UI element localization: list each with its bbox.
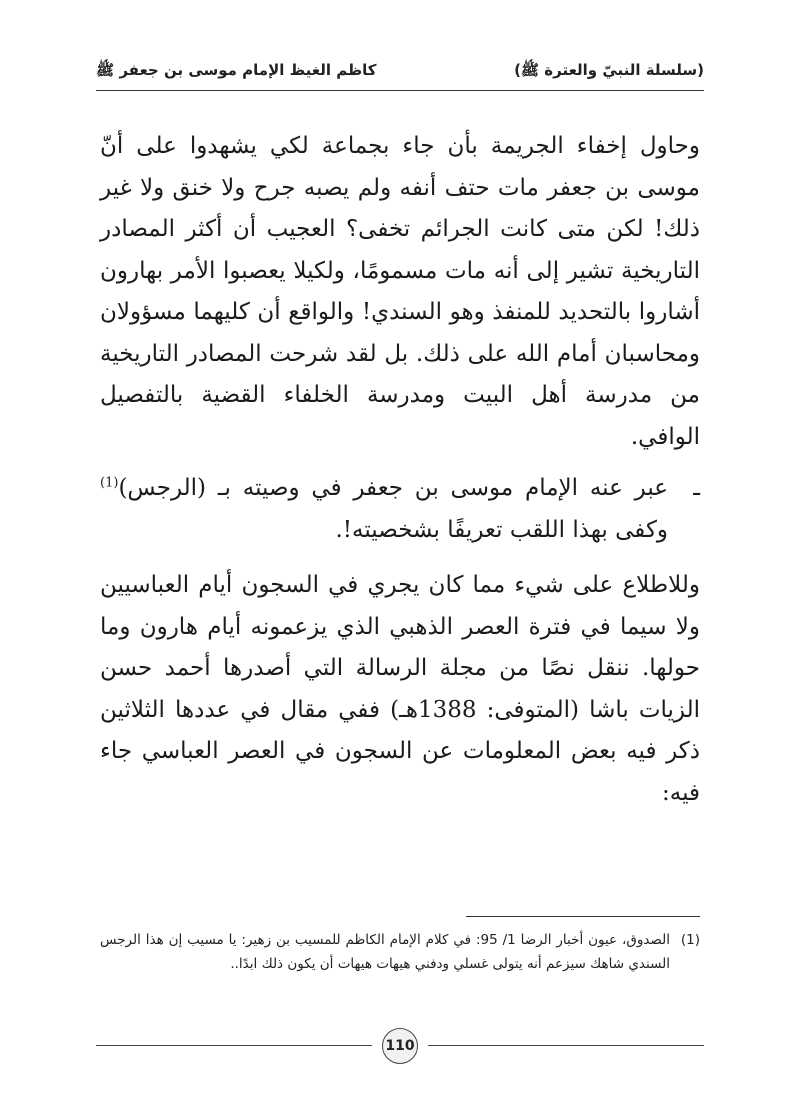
paragraph-2: وللاطلاع على شيء مما كان يجري في السجون أيام العباسيين ولا سيما في فترة العصر الذهبي الذي يزعمونه أيام هارون وما حولها. ننقل نصًا من مجلة الرسالة التي أصدرها أحمد حسن الزيات باشا (المتوفى: 1388هـ) ففي مقال في عددها الثلاثين ذكر فيه بعض المعلومات عن السجون في العصر العباسي جاء فيه: <box>100 572 700 806</box>
bullet-dash: ـ <box>693 475 700 501</box>
footnote-rule <box>466 916 700 917</box>
running-header <box>96 58 704 86</box>
page-number-line-left <box>96 1045 372 1046</box>
bullet-text-part2: وكفى بهذا اللقب تعريفًا بشخصيته!. <box>335 516 668 543</box>
main-text <box>100 126 700 814</box>
page-number-line-right <box>428 1045 704 1046</box>
header-rule <box>96 90 704 91</box>
footnote-ref[interactable]: (1) <box>100 475 119 491</box>
footnote-number: (1) <box>680 932 700 948</box>
page-number-ornament <box>96 1028 704 1064</box>
footnote-text: الصدوق، عيون أخبار الرضا 1/ 95: في كلام الإمام الكاظم للمسيب بن زهير: يا مسيب إن هذا الرجس السندي شاهك سيزعم أنه يتولى غسلي ودفني هيهات هيهات أن يكون ذلك ابدًا.. <box>100 932 670 972</box>
page-number: 110 <box>382 1028 418 1064</box>
bullet-item <box>100 468 700 551</box>
paragraph-1: وحاول إخفاء الجريمة بأن جاء بجماعة لكي يشهدوا على أنّ موسى بن جعفر مات حتف أنفه ولم يصبه جرح ولا خنق ولا غير ذلك! لكن متى كانت الجرائم تخفى؟ العجيب أن أكثر المصادر التاريخية تشير إلى أنه مات مسمومًا، ولكيلا يعصبوا الأمر بهارون أشاروا بالتحديد للمنفذ وهو السندي! والواقع أن كليهما مسؤولان ومحاسبان أمام الله على ذلك. بل لقد شرحت المصادر التاريخية من مدرسة أهل البيت ومدرسة الخلفاء القضية بالتفصيل الوافي. <box>100 133 700 450</box>
bullet-text <box>100 468 668 551</box>
series-title: (سلسلة النبيّ والعترة ﷺ) <box>514 61 704 79</box>
footnote <box>100 928 700 976</box>
chapter-title: كاظم الغيظ الإمام موسى بن جعفر ﷺ <box>96 61 377 79</box>
bullet-text-part1: عبر عنه الإمام موسى بن جعفر في وصيته بـ (الرجس) <box>118 475 668 501</box>
